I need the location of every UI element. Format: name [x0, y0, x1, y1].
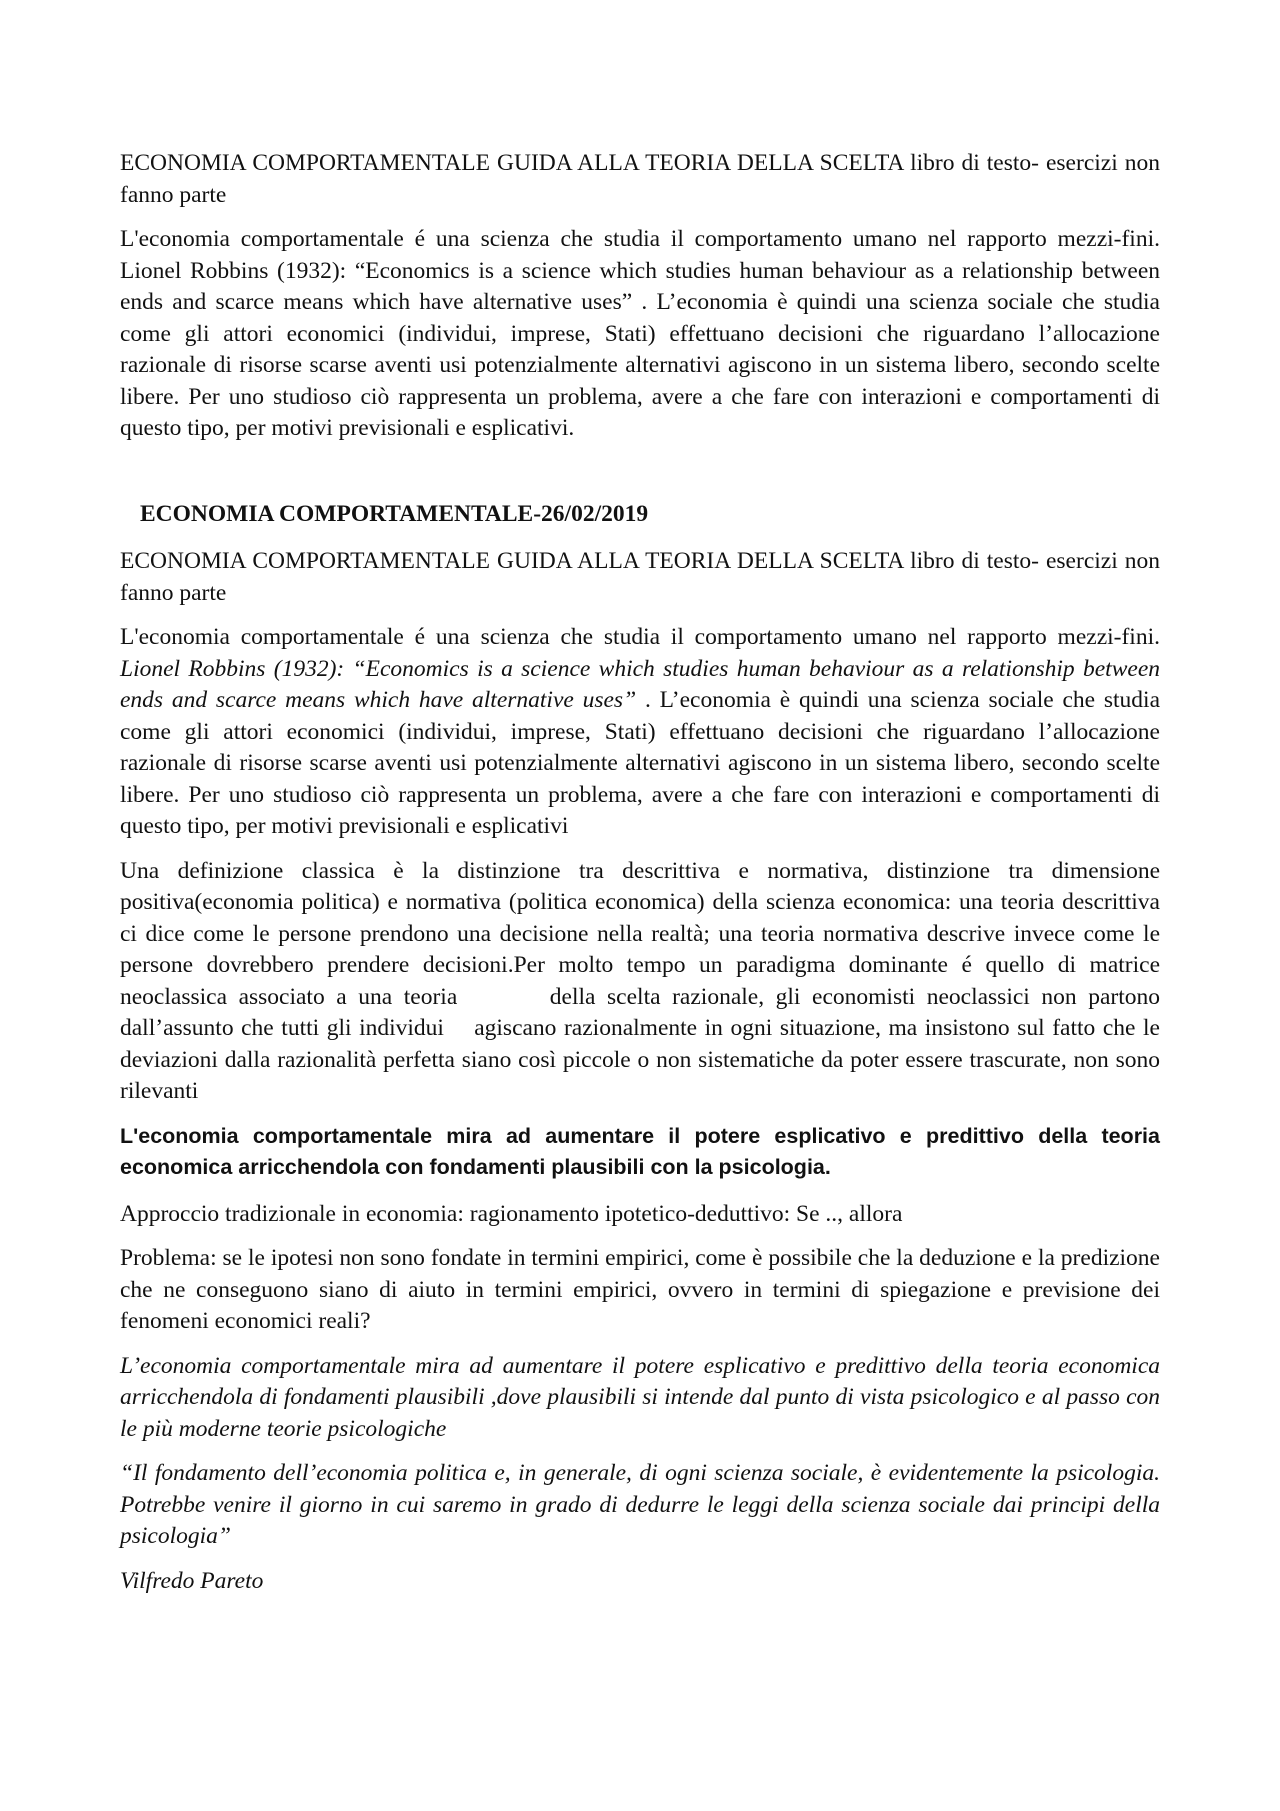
definition-start: L'economia comportamentale é una scienza che studia il comportamento umano nel rapporto mezzi-fini.: [120, 624, 1160, 650]
section-heading: ECONOMIA COMPORTAMENTALE-26/02/2019: [140, 500, 649, 527]
intro-paragraph: ECONOMIA COMPORTAMENTALE GUIDA ALLA TEORIA DELLA SCELTA libro di testo- esercizi non fanno parte: [120, 150, 1160, 208]
robbins-quote: Lionel Robbins (1932): “Economics is a science which studies human behaviour as a relationship between ends and scarce means which have alternative uses”: [120, 655, 1160, 713]
traditional-approach: Approccio tradizionale in economia: ragionamento ipotetico-deduttivo: Se .., allora: [120, 1200, 903, 1227]
problem-paragraph: Problema: se le ipotesi non sono fondate in termini empirici, come è possibile che la deduzione e la predizione che ne conseguono siano di aiuto in termini empirici, ovvero in termini di spiegazione e previsione dei fenomeni economici reali?: [120, 1245, 1160, 1334]
italic-statement: L’economia comportamentale mira ad aumentare il potere esplicativo e predittivo della teoria economica arricchendola di fondamenti plausibili ,dove plausibili si intende dal punto di vista psicologico e al passo con le più moderne teorie psicologiche: [120, 1352, 1160, 1442]
intro-paragraph-repeat: ECONOMIA COMPORTAMENTALE GUIDA ALLA TEORIA DELLA SCELTA libro di testo- esercizi non fanno parte: [120, 548, 1160, 606]
definition-paragraph-repeat: [120, 622, 1160, 843]
quote-author: Vilfredo Pareto: [120, 1567, 264, 1594]
descriptive-normative-paragraph: Una definizione classica è la distinzione tra descrittiva e normativa, distinzione tra dimensione positiva(economia politica) e normativa (politica economica) della scienza economica: una teoria descrittiva ci dice come le persone prendono una decisione nella realtà; una teoria normativa descrive invece come le persone dovrebbero prendere decisioni.Per molto tempo un paradigma dominante é quello di matrice neoclassica associato a una teoria della scelta razionale, gli economisti neoclassici non partono dall’assunto che tutti gli individui agiscano razionalmente in ogni situazione, ma insistono sul fatto che le deviazioni dalla razionalità perfetta siano così piccole o non sistematiche da poter essere trascurate, non sono rilevanti: [120, 857, 1166, 1104]
definition-paragraph: L'economia comportamentale é una scienza che studia il comportamento umano nel rapporto mezzi-fini. Lionel Robbins (1932): “Economics is a science which studies human behaviour as a relationship between ends and scarce means which have alternative uses” . L’economia è quindi una scienza sociale che studia come gli attori economici (individui, imprese, Stati) effettuano decisioni che riguardano l’allocazione razionale di risorse scarse aventi usi potenzialmente alternativi agiscono in un sistema libero, secondo scelte libere. Per uno studioso ciò rappresenta un problema, avere a che fare con interazioni e comportamenti di questo tipo, per motivi previsionali e esplicativi.: [120, 226, 1160, 441]
pareto-quote: “Il fondamento dell’economia politica e, in generale, di ogni scienza sociale, è evidentemente la psicologia. Potrebbe venire il giorno in cui saremo in grado di dedurre le leggi della scienza sociale dai principi della psicologia”: [120, 1460, 1160, 1549]
definition-end: . L’economia è quindi una scienza sociale che studia come gli attori economici (individui, imprese, Stati) effettuano decisioni che riguardano l’allocazione razionale di risorse scarse aventi usi potenzialmente alternativi agiscono in un sistema libero, secondo scelte libere. Per uno studioso ciò rappresenta un problema, avere a che fare con interazioni e comportamenti di questo tipo, per motivi previsionali e esplicativi: [120, 687, 1160, 839]
bold-statement: L'economia comportamentale mira ad aumentare il potere esplicativo e predittivo della teoria economica arricchendola con fondamenti plausibili con la psicologia.: [120, 1123, 1160, 1179]
document-page: [120, 148, 1166, 1610]
